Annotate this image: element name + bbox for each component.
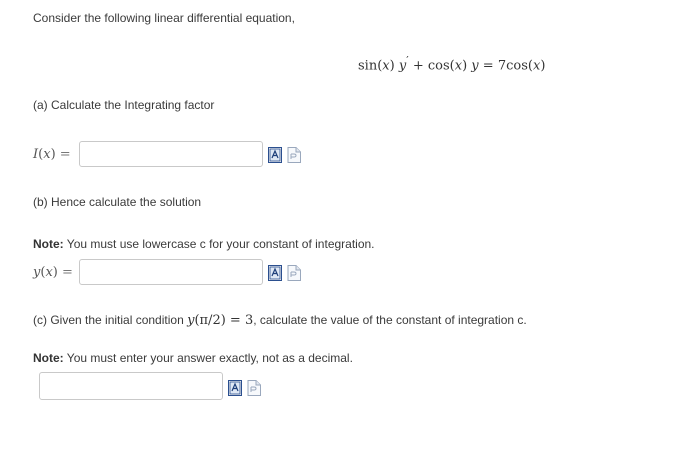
part-c-cond-eq: = 3 <box>225 313 254 328</box>
part-a-var: x <box>43 147 51 162</box>
solution-input[interactable] <box>79 259 263 285</box>
eq-cos1: cos <box>427 58 450 74</box>
eq-plus: + <box>412 58 424 74</box>
part-c-note <box>33 351 353 365</box>
part-c-text-before: (c) Given the initial condition <box>33 313 188 327</box>
eq-x2: x <box>454 58 463 74</box>
part-b-note <box>33 237 375 251</box>
part-a-fn: I <box>33 147 39 162</box>
eq-x1: x <box>382 58 390 74</box>
formula-editor-icon[interactable] <box>268 265 282 281</box>
part-b-note-text: You must use lowercase c for your constant of integration. <box>63 237 375 251</box>
eq-y2: y <box>471 58 479 74</box>
formula-editor-icon[interactable] <box>228 380 242 396</box>
part-b-var: x <box>45 265 53 280</box>
eq-cos2: cos <box>506 58 528 74</box>
part-b-equals: = <box>62 265 73 280</box>
eq-sin: sin <box>358 58 378 74</box>
preview-icon[interactable] <box>287 147 301 163</box>
part-c-note-label: Note: <box>33 351 64 365</box>
part-c-text <box>33 313 527 328</box>
part-b-label: y(x) = <box>33 265 73 280</box>
part-c-text-after: , calculate the value of the constant of integration c. <box>253 313 527 327</box>
part-c-note-text: You must enter your answer exactly, not as a decimal. <box>63 351 353 365</box>
part-a-equals: = <box>59 147 71 162</box>
part-b-text: (b) Hence calculate the solution <box>33 195 202 209</box>
part-b-fn: y <box>33 265 41 280</box>
eq-x3: x <box>532 58 541 74</box>
constant-input[interactable] <box>39 372 223 400</box>
part-c-cond-fn: y <box>187 313 195 328</box>
part-b-note-label: Note: <box>33 237 64 251</box>
part-c-cond-arg: π/2 <box>199 313 221 328</box>
formula-editor-icon[interactable] <box>268 147 282 163</box>
eq-rhs-coef: 7 <box>497 58 507 74</box>
part-a-label: I(x) = <box>33 147 71 162</box>
eq-y1: y <box>398 58 407 74</box>
integrating-factor-input[interactable] <box>79 141 263 167</box>
part-a-text: (a) Calculate the Integrating factor <box>33 98 215 112</box>
intro-text: Consider the following linear differential equation, <box>33 11 295 25</box>
differential-equation: sin(x) y′ + cos(x) y = 7cos(x) <box>358 54 546 74</box>
preview-icon[interactable] <box>247 380 261 396</box>
eq-prime: ′ <box>406 54 409 67</box>
preview-icon[interactable] <box>287 265 301 281</box>
eq-equals: = <box>482 58 494 74</box>
part-c-condition: y(π/2) = 3 <box>187 313 254 328</box>
